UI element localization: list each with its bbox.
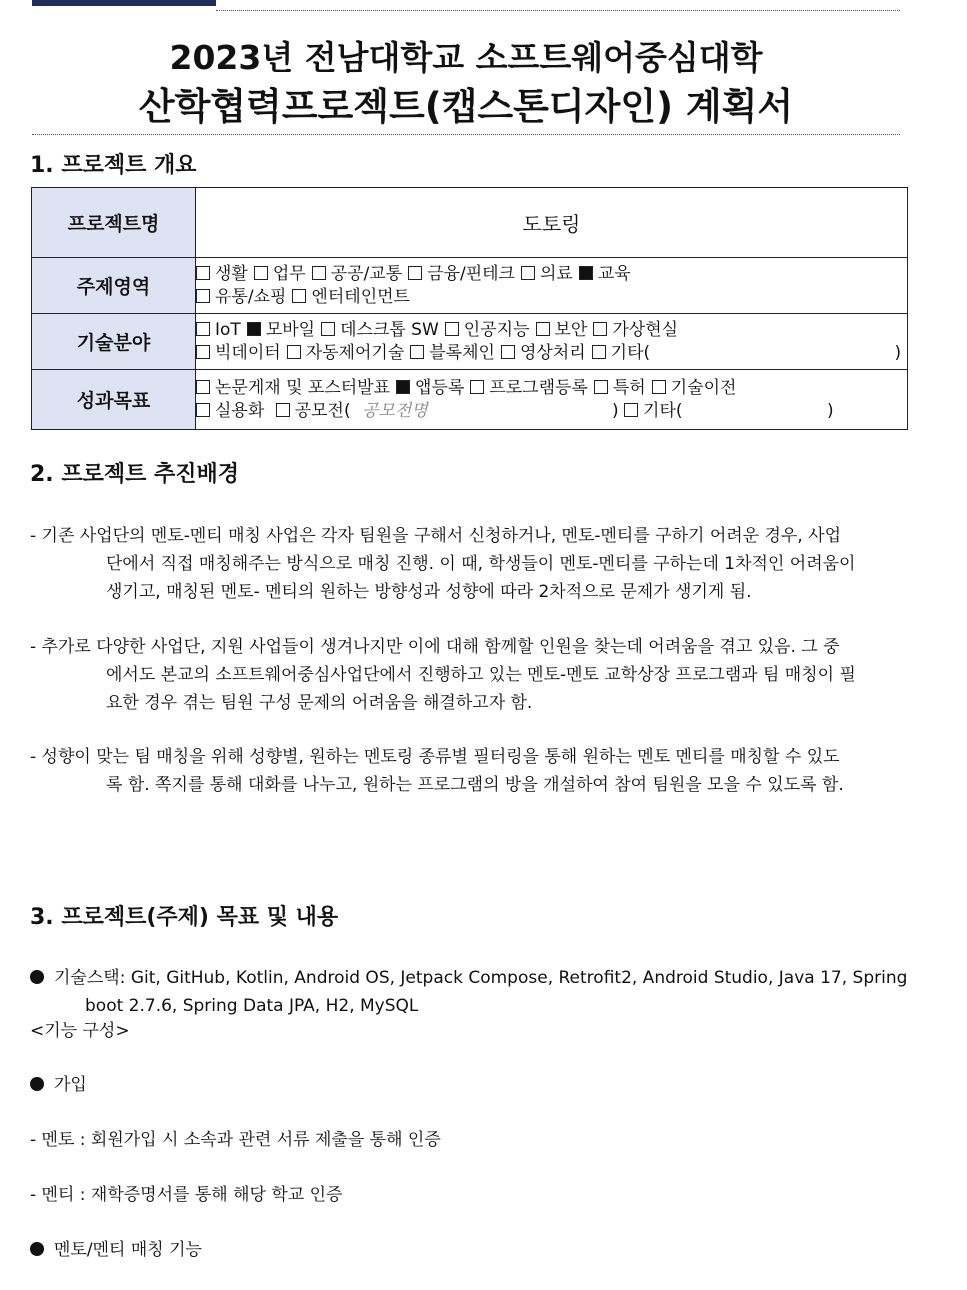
paragraph1-line3: 생기고, 매칭된 멘토- 멘티의 원하는 방향성과 성향에 따라 2차적으로 문제가 생기게 됨.	[106, 582, 752, 602]
tech-option-label-3: 인공지능	[463, 319, 530, 340]
option-practical: 실용화	[215, 400, 265, 421]
topic-options-line1	[196, 263, 907, 286]
goal-option-label-2: 프로그램등록	[489, 377, 588, 398]
tech-option-label-2: 데스크톱 SW	[340, 319, 439, 340]
tech-option-label-1: 모바일	[265, 319, 316, 340]
header-dotted-rule	[216, 10, 900, 11]
row-project-name	[32, 188, 908, 258]
tech2-option-label-0: 빅데이터	[215, 342, 281, 363]
document-title-line2: 산학협력프로젝트(캡스톤디자인) 계획서	[138, 85, 794, 128]
row-outcome-goal	[32, 370, 908, 430]
goal-options-line1	[196, 377, 907, 400]
goal-checkbox-2[interactable]	[470, 380, 484, 394]
row-tech-field	[32, 314, 908, 370]
section2-heading: 2. 프로젝트 추진배경	[30, 462, 239, 487]
document-title-line1: 2023년 전남대학교 소프트웨어중심대학	[169, 38, 763, 77]
topic-checkbox-0[interactable]	[196, 266, 210, 280]
tech-other-close: )	[894, 342, 902, 363]
topic-checkbox-1[interactable]	[254, 266, 268, 280]
project-overview-table	[31, 187, 908, 430]
topic-option-label-5: 교육	[597, 263, 631, 284]
topic2-option-label-0: 유통/쇼핑	[215, 286, 287, 307]
topic-options-line2	[196, 286, 907, 309]
tech2-option-label-1: 자동제어기술	[305, 342, 405, 363]
topic-checkbox-5[interactable]	[579, 266, 593, 280]
tech-checkbox-0[interactable]	[196, 322, 210, 336]
topic-option-label-2: 공공/교통	[330, 263, 403, 284]
paragraph2-line2: 에서도 본교의 소프트웨어중심사업단에서 진행하고 있는 멘토-멘토 교학상장 프로그램과 팀 매칭이 필	[106, 665, 856, 685]
label-outcome-goal: 성과목표	[32, 370, 196, 430]
title-dotted-rule	[32, 134, 900, 135]
tech2-checkbox-4[interactable]	[592, 345, 606, 359]
matching-bullet-item	[30, 1237, 202, 1264]
paragraph1-line1: - 기존 사업단의 멘토-멘티 매칭 사업은 각자 팀원을 구해서 신청하거나, 멘토-멘티를 구하기 어려운 경우, 사업	[30, 526, 842, 546]
row-topic-area	[32, 258, 908, 314]
value-project-name: 도토링	[196, 188, 908, 258]
topic-option-label-3: 금융/핀테크	[427, 263, 515, 284]
goal-other-close: )	[827, 400, 834, 421]
topic-option-label-4: 의료	[539, 263, 573, 284]
tech-options-line2	[196, 342, 907, 365]
topic-option-label-0: 생활	[215, 263, 248, 284]
tech2-option-label-4: 기타(	[610, 342, 651, 363]
topic-checkbox-4[interactable]	[521, 266, 535, 280]
label-topic-area: 주제영역	[32, 258, 196, 314]
paragraph3-line1: - 성향이 맞는 팀 매칭을 위해 성향별, 원하는 멘토링 종류별 필터링을 통해 원하는 멘토 멘티를 매칭할 수 있도	[30, 747, 840, 767]
tech-field-options	[196, 314, 908, 370]
topic-checkbox-3[interactable]	[408, 266, 422, 280]
paragraph1-line2: 단에서 직접 매칭해주는 방식으로 매칭 진행. 이 때, 학생들이 멘토-멘티를 구하는데 1차적인 어려움이	[106, 554, 856, 574]
goal-checkbox-0[interactable]	[196, 380, 210, 394]
paragraph3-line2: 록 함. 쪽지를 통해 대화를 나누고, 원하는 프로그램의 방을 개설하여 참여 팀원을 모을 수 있도록 함.	[106, 775, 844, 795]
topic-area-options	[196, 258, 908, 314]
topic-checkbox-2[interactable]	[312, 266, 326, 280]
tech-stack-line2: boot 2.7.6, Spring Data JPA, H2, MySQL	[85, 996, 419, 1016]
tech-option-label-5: 가상현실	[612, 319, 679, 340]
tech-options-line1	[196, 319, 907, 342]
goal-option-label-0: 논문게재 및 포스터발표	[215, 377, 391, 398]
goal-option-label-4: 기술이전	[670, 377, 737, 398]
background-paragraph-2	[30, 633, 912, 717]
bullet-icon	[30, 970, 44, 984]
header-accent-bar	[32, 0, 216, 6]
contest-close-paren: )	[612, 400, 619, 421]
tech-checkbox-2[interactable]	[321, 322, 335, 336]
option-goal-other: 기타(	[643, 400, 683, 421]
goal-option-label-1: 앱등록	[415, 377, 465, 398]
goal-options-line2	[196, 400, 907, 423]
goal-checkbox-1[interactable]	[396, 380, 410, 394]
background-paragraph-1	[30, 522, 912, 606]
tech-checkbox-5[interactable]	[593, 322, 607, 336]
tech-checkbox-4[interactable]	[536, 322, 550, 336]
topic2-option-label-1: 엔터테인먼트	[311, 286, 410, 307]
tech2-checkbox-0[interactable]	[196, 345, 210, 359]
bullet-icon	[30, 1242, 44, 1256]
goal-option-label-3: 특허	[612, 377, 646, 398]
checkbox-practical[interactable]	[196, 403, 210, 417]
outcome-goal-options	[196, 370, 908, 430]
tech-checkbox-1[interactable]	[247, 322, 261, 336]
tech-checkbox-3[interactable]	[445, 322, 459, 336]
matching-label: 멘토/멘티 매칭 기능	[54, 1240, 202, 1260]
section1-heading: 1. 프로젝트 개요	[30, 153, 197, 178]
paragraph2-line3: 요한 경우 겪는 팀원 구성 문제의 어려움을 해결하고자 함.	[106, 693, 533, 713]
tech-stack-line1: 기술스택: Git, GitHub, Kotlin, Android OS, Jetpack Compose, Retrofit2, Android Studio, Java 17, Spring	[54, 968, 908, 988]
label-project-name: 프로젝트명	[32, 188, 196, 258]
checkbox-goal-other[interactable]	[624, 403, 638, 417]
mentor-auth-line: - 멘토 : 회원가입 시 소속과 관련 서류 제출을 통해 인증	[30, 1130, 441, 1150]
paragraph2-line1: - 추가로 다양한 사업단, 지원 사업들이 생겨나지만 이에 대해 함께할 인원을 찾는데 어려움을 겪고 있음. 그 중	[30, 637, 840, 657]
label-tech-field: 기술분야	[32, 314, 196, 370]
signup-bullet-item	[30, 1072, 87, 1099]
tech2-option-label-3: 영상처리	[519, 342, 586, 363]
goal-checkbox-4[interactable]	[652, 380, 666, 394]
signup-label: 가입	[54, 1075, 87, 1095]
tech2-checkbox-1[interactable]	[287, 345, 301, 359]
tech2-option-label-2: 블록체인	[429, 342, 495, 363]
feature-label: <기능 구성>	[30, 1021, 130, 1041]
tech-option-label-0: IoT	[215, 319, 241, 340]
mentee-auth-line: - 멘티 : 재학증명서를 통해 해당 학교 인증	[30, 1185, 343, 1205]
option-contest: 공모전(	[294, 400, 351, 421]
topic2-checkbox-0[interactable]	[196, 289, 210, 303]
checkbox-contest[interactable]	[276, 403, 290, 417]
background-paragraph-3	[30, 743, 912, 799]
tech-stack	[30, 964, 912, 1020]
contest-name-placeholder[interactable]: 공모전명	[362, 400, 428, 421]
tech2-checkbox-3[interactable]	[501, 345, 515, 359]
topic-option-label-1: 업무	[272, 263, 306, 284]
contest-close	[612, 400, 683, 423]
tech-option-label-4: 보안	[554, 319, 588, 340]
goal-checkbox-3[interactable]	[594, 380, 608, 394]
topic2-checkbox-1[interactable]	[292, 289, 306, 303]
bullet-icon	[30, 1077, 44, 1091]
tech2-checkbox-2[interactable]	[410, 345, 424, 359]
section3-heading: 3. 프로젝트(주제) 목표 및 내용	[30, 905, 339, 930]
